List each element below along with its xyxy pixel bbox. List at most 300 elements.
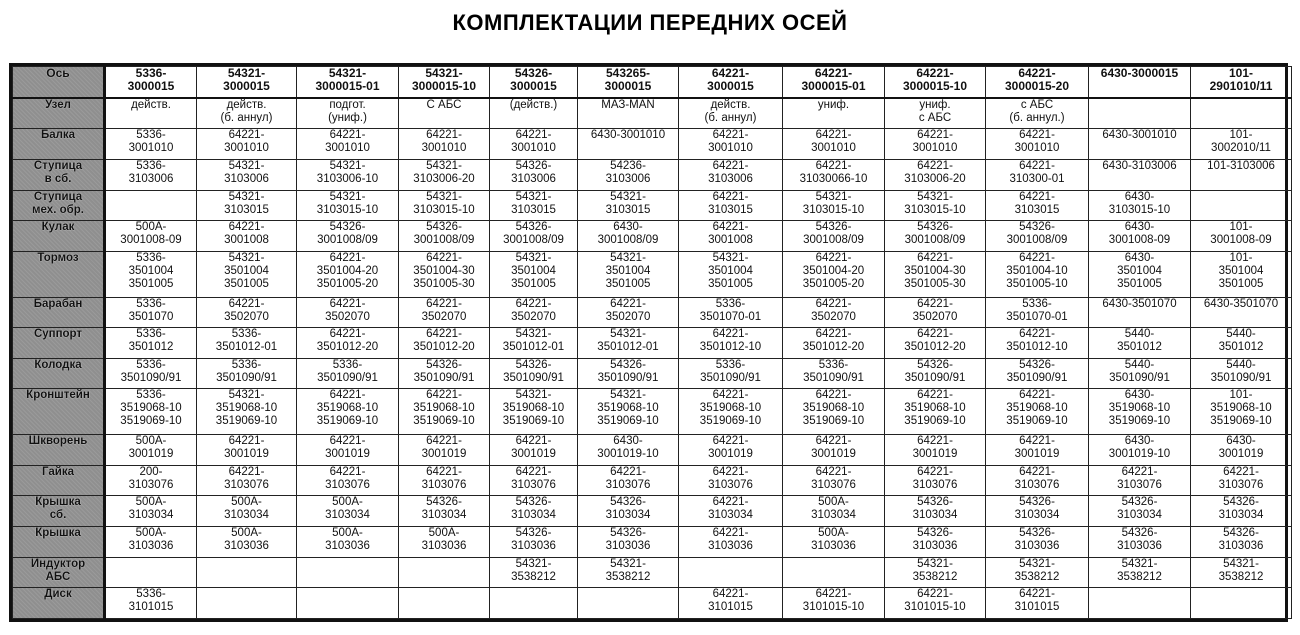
cell-line: 31030066-10 [799, 173, 868, 186]
table-cell [399, 297, 490, 328]
cell-line: 3501070 [128, 310, 174, 323]
cell-line: Тормоз [37, 252, 79, 265]
cell-line: 3538212 [511, 570, 556, 583]
cell-line: 3501090/91 [803, 371, 864, 384]
cell-line: 101-3103006 [1207, 160, 1275, 173]
table-cell [297, 358, 399, 389]
cell-line: 3103015 [605, 203, 651, 216]
table-cell [986, 496, 1089, 527]
table-cell [578, 496, 679, 527]
cell-line: 3502070 [224, 310, 269, 323]
cell-line: 3519068-10 [120, 402, 182, 415]
table-cell [783, 252, 885, 297]
cell-line: 5336- [1022, 297, 1052, 310]
cell-line: 500А- [231, 496, 262, 509]
cell-line: 3001010 [325, 142, 370, 155]
cell-line: 3103006 [708, 173, 753, 186]
cell-line: 3001010 [421, 142, 467, 155]
table-cell [105, 98, 197, 129]
table-cell [783, 434, 885, 465]
table-row [13, 297, 1292, 328]
cell-line: Барабан [33, 297, 83, 310]
table-cell [105, 557, 197, 588]
cell-line: 3103006 [128, 173, 174, 186]
table-cell [578, 328, 679, 359]
table-cell [986, 434, 1089, 465]
column-header [1191, 67, 1292, 98]
cell-line: 3103006-20 [413, 173, 475, 186]
cell-line: 64221- [329, 465, 366, 478]
cell-line: 54326- [917, 358, 953, 371]
table-cell [783, 358, 885, 389]
table-cell [578, 588, 679, 619]
cell-line: 6430- [1124, 190, 1155, 203]
column-header [105, 67, 197, 98]
cell-line: 54326- [426, 358, 462, 371]
cell-line: 64221- [610, 297, 646, 310]
cell-line: 64221- [515, 297, 552, 310]
table-cell [399, 526, 490, 557]
cell-line: мех. обр. [32, 203, 84, 216]
cell-line: 64221- [1121, 465, 1158, 478]
cell-line: 101- [1228, 66, 1254, 80]
table-cell [1191, 526, 1292, 557]
cell-line: 6430- [1124, 221, 1155, 234]
cell-line: 3103015 [224, 203, 269, 216]
cell-line: 3502070 [511, 310, 556, 323]
cell-line: 3103006-20 [904, 173, 966, 186]
table-cell [1089, 434, 1191, 465]
cell-line: 3501005 [128, 278, 174, 291]
cell-line: 3501004 [708, 265, 753, 278]
table-row [13, 98, 1292, 129]
cell-line: 3501070-01 [699, 310, 762, 323]
cell-line: 3519068-10 [699, 402, 762, 415]
table-cell [399, 160, 490, 191]
cell-line: 3103034 [511, 509, 556, 522]
cell-line: Кулак [41, 221, 75, 234]
table-cell [783, 526, 885, 557]
table-cell [578, 526, 679, 557]
cell-line: 64221- [917, 297, 953, 310]
table-cell [1089, 98, 1191, 129]
cell-line: 3103006 [224, 173, 269, 186]
column-header [783, 67, 885, 98]
front-axles-table [12, 66, 1292, 619]
table-cell [197, 190, 297, 221]
table-cell [297, 252, 399, 297]
table-cell [885, 297, 986, 328]
table-cell [986, 389, 1089, 434]
table-cell [197, 221, 297, 252]
cell-line: (униф.) [328, 111, 367, 124]
cell-line: 3103076 [325, 478, 370, 491]
cell-line: Кронштейн [26, 389, 90, 402]
cell-line: 3103015-10 [904, 203, 966, 216]
table-cell [490, 98, 578, 129]
cell-line: 101- [1229, 252, 1253, 265]
cell-line: Узел [45, 98, 71, 111]
table-cell [885, 557, 986, 588]
cell-line: униф. [919, 98, 951, 111]
cell-line: 64221- [815, 465, 852, 478]
cell-line: 3501012-10 [1006, 341, 1068, 354]
cell-line: 3001008/09 [317, 234, 378, 247]
table-cell [986, 328, 1089, 359]
cell-line: 64221- [712, 221, 749, 234]
cell-line: 3519068-10 [1108, 402, 1171, 415]
table-row [13, 160, 1292, 191]
cell-line: 3501005-10 [1006, 278, 1068, 291]
cell-line: 54326- [917, 526, 953, 539]
cell-line: 3501012-01 [597, 341, 659, 354]
cell-line: 64221- [426, 297, 462, 310]
cell-line: Гайка [42, 465, 74, 478]
table-cell [490, 588, 578, 619]
table-cell [197, 496, 297, 527]
cell-line: 6430- [1124, 434, 1155, 447]
table-cell [105, 496, 197, 527]
table-cell [105, 129, 197, 160]
table-row [13, 588, 1292, 619]
table-cell [490, 129, 578, 160]
cell-line: 3103076 [708, 478, 753, 491]
cell-line: 3103036 [421, 539, 467, 552]
cell-line: 5336- [136, 389, 166, 402]
cell-line: 3519068-10 [1210, 402, 1272, 415]
cell-line: 64221- [426, 252, 462, 265]
cell-line: 54321- [228, 389, 265, 402]
cell-line: 64221- [329, 297, 366, 310]
cell-line: 54326- [610, 358, 646, 371]
cell-line: 54326- [514, 66, 553, 80]
cell-line: 3001008 [224, 234, 269, 247]
cell-line: 3502070 [811, 310, 856, 323]
table-cell [1089, 129, 1191, 160]
cell-line: 54321- [228, 160, 265, 173]
cell-line: 64221- [1019, 160, 1055, 173]
cell-line: 3001010 [128, 142, 174, 155]
cell-line: 3001019 [1014, 447, 1060, 460]
cell-line: 3501005 [511, 278, 556, 291]
table-cell [490, 496, 578, 527]
cell-line: с АБС [918, 111, 952, 124]
cell-line: 64221- [815, 434, 852, 447]
cell-line: 54321- [228, 252, 265, 265]
cell-line: 3501005 [1218, 278, 1264, 291]
cell-line: 64221- [917, 129, 953, 142]
table-cell [783, 297, 885, 328]
table-cell [297, 434, 399, 465]
cell-line: 54321- [1019, 557, 1055, 570]
cell-line: 101- [1229, 221, 1253, 234]
cell-line: 64221- [815, 160, 852, 173]
cell-line: 64221- [228, 434, 265, 447]
cell-line: 3501005-20 [802, 278, 865, 291]
cell-line: 64221- [515, 465, 552, 478]
cell-line: 3501005 [1117, 278, 1162, 291]
table-cell [490, 252, 578, 297]
cell-line: 64221- [329, 328, 366, 341]
cell-line: 3501004-10 [1006, 265, 1068, 278]
cell-line: 3103076 [605, 478, 651, 491]
cell-line: 3519069-10 [1006, 415, 1068, 428]
cell-line: Ступица [33, 190, 83, 203]
table-cell [578, 434, 679, 465]
cell-line: 500А- [135, 526, 167, 539]
cell-line: 5440- [1124, 358, 1155, 371]
cell-line: 6430-3501070 [1102, 297, 1177, 310]
row-header [13, 358, 105, 389]
table-cell [197, 252, 297, 297]
cell-line: 3103076 [421, 478, 467, 491]
column-header [578, 67, 679, 98]
table-cell [1089, 297, 1191, 328]
cell-line: 54326- [329, 221, 366, 234]
cell-line: 3001008/09 [904, 234, 966, 247]
cell-line: 64221- [917, 389, 953, 402]
cell-line: 3519068-10 [1006, 402, 1068, 415]
table-cell [399, 252, 490, 297]
cell-line: 500А- [135, 221, 167, 234]
cell-line: 64221- [916, 66, 954, 80]
table-cell [578, 358, 679, 389]
table-cell [399, 588, 490, 619]
table-cell [783, 221, 885, 252]
table-cell [1191, 434, 1292, 465]
cell-line: 3519069-10 [802, 415, 865, 428]
table-cell [1191, 98, 1292, 129]
cell-line: сб. [49, 509, 67, 522]
table-cell [1191, 358, 1292, 389]
cell-line: 3103034 [421, 509, 467, 522]
row-header [13, 160, 105, 191]
table-row [13, 221, 1292, 252]
cell-line: 54321- [515, 190, 552, 203]
cell-line: 5336- [136, 328, 166, 341]
table-cell [297, 98, 399, 129]
cell-line: 3001010 [912, 142, 958, 155]
cell-line: 6430-3501070 [1203, 297, 1279, 310]
table-cell [783, 328, 885, 359]
cell-line: 3501004-30 [413, 265, 475, 278]
cell-line: 3501005 [708, 278, 753, 291]
cell-line: 54321- [917, 557, 953, 570]
cell-line: 3103076 [912, 478, 958, 491]
table-cell [578, 252, 679, 297]
cell-line: (действ.) [509, 98, 558, 111]
cell-line: действ. [131, 98, 171, 111]
cell-line: 3001008/09 [597, 234, 659, 247]
cell-line: 64221- [712, 190, 749, 203]
cell-line: 3001010 [708, 142, 753, 155]
table-cell [679, 328, 783, 359]
cell-line: действ. [226, 98, 267, 111]
cell-line: 64221- [917, 465, 953, 478]
cell-line: 3103015 [708, 203, 753, 216]
cell-line: 64221- [1019, 389, 1055, 402]
cell-line: 3538212 [605, 570, 651, 583]
cell-line: 54326- [515, 526, 552, 539]
cell-line: 3103034 [912, 509, 958, 522]
cell-line: 3501012 [128, 341, 174, 354]
cell-line: АБС [45, 570, 71, 583]
cell-line: 5336- [332, 358, 363, 371]
cell-line: 3001019 [912, 447, 958, 460]
cell-line: 64221- [426, 434, 462, 447]
cell-line: 3502070 [421, 310, 467, 323]
cell-line: 3103034 [811, 509, 856, 522]
cell-line: 3103036 [1117, 539, 1162, 552]
table-cell [490, 221, 578, 252]
cell-line: 54321- [228, 190, 265, 203]
table-row [13, 496, 1292, 527]
table-cell [1191, 221, 1292, 252]
table-cell [783, 496, 885, 527]
front-axles-table-frame [9, 63, 1288, 622]
cell-line: 64221- [228, 297, 265, 310]
cell-line: 54321- [917, 190, 953, 203]
table-cell [197, 129, 297, 160]
cell-line: 3001010 [224, 142, 269, 155]
cell-line: 5440- [1124, 328, 1155, 341]
cell-line: 3103076 [1117, 478, 1162, 491]
cell-line: 3001019 [708, 447, 753, 460]
table-cell [297, 526, 399, 557]
table-cell [885, 129, 986, 160]
cell-line: 54326- [1121, 496, 1158, 509]
cell-line: 3519068-10 [413, 402, 475, 415]
cell-line: 3001019 [325, 447, 370, 460]
cell-line: 3501004-30 [904, 265, 966, 278]
cell-line: 3103076 [128, 478, 174, 491]
cell-line: 54326- [1019, 496, 1055, 509]
table-cell [986, 297, 1089, 328]
cell-line: 64221- [329, 129, 366, 142]
cell-line: Суппорт [33, 328, 83, 341]
table-cell [105, 588, 197, 619]
cell-line: 5336- [136, 358, 166, 371]
cell-line: 54321- [329, 190, 366, 203]
table-cell [679, 557, 783, 588]
cell-line: 64221- [815, 252, 852, 265]
table-cell [297, 129, 399, 160]
cell-line: 54321- [515, 389, 552, 402]
table-cell [297, 588, 399, 619]
table-cell [399, 98, 490, 129]
cell-line: 3103076 [1014, 478, 1060, 491]
cell-line: 3101015-10 [904, 601, 966, 614]
cell-line: 101- [1229, 389, 1253, 402]
cell-line: 64221- [1019, 465, 1055, 478]
cell-line: 3103036 [325, 539, 370, 552]
cell-line: 3103034 [605, 509, 651, 522]
column-header [1089, 67, 1191, 98]
table-cell [105, 328, 197, 359]
row-header [13, 297, 105, 328]
cell-line: 64221- [712, 465, 749, 478]
cell-line: 6430-3001010 [1102, 129, 1177, 142]
row-header [13, 221, 105, 252]
cell-line: 3001010 [811, 142, 856, 155]
table-cell [679, 221, 783, 252]
cell-line: 3001019 [511, 447, 556, 460]
cell-line: 3103036 [811, 539, 856, 552]
table-cell [1089, 190, 1191, 221]
cell-line: 500А- [231, 526, 262, 539]
cell-line: 3001008-09 [1210, 234, 1272, 247]
cell-line: 54326- [515, 221, 552, 234]
table-cell [679, 160, 783, 191]
cell-line: 3501090/91 [904, 371, 966, 384]
cell-line: 3103076 [811, 478, 856, 491]
table-cell [885, 588, 986, 619]
table-cell [105, 221, 197, 252]
cell-line: 64221- [1019, 328, 1055, 341]
cell-line: 3103015 [1014, 203, 1060, 216]
row-header [13, 526, 105, 557]
cell-line: 3502070 [325, 310, 370, 323]
cell-line: в сб. [44, 173, 72, 186]
table-cell [1089, 526, 1191, 557]
table-row [13, 389, 1292, 434]
table-cell [399, 358, 490, 389]
cell-line: 5336- [136, 252, 166, 265]
cell-line: 3501004-20 [802, 265, 865, 278]
cell-line: 64221- [426, 389, 462, 402]
cell-line: 64221- [329, 389, 366, 402]
table-cell [399, 557, 490, 588]
cell-line: 3103006-10 [316, 173, 379, 186]
table-cell [490, 358, 578, 389]
cell-line: 54326- [1019, 358, 1055, 371]
table-cell [885, 328, 986, 359]
cell-line: 54321- [515, 328, 552, 341]
cell-line: 64221- [815, 389, 852, 402]
table-cell [297, 221, 399, 252]
table-cell [490, 389, 578, 434]
cell-line: 64221- [610, 465, 646, 478]
cell-line: 64221- [426, 465, 462, 478]
column-header [490, 67, 578, 98]
cell-line: 54326- [426, 496, 462, 509]
cell-line: 3001008/09 [1006, 234, 1068, 247]
cell-line: 3000015 [510, 79, 557, 93]
table-cell [986, 252, 1089, 297]
table-cell [1191, 496, 1292, 527]
cell-line: 3001008-09 [120, 234, 182, 247]
cell-line: 64221- [1018, 66, 1056, 80]
cell-line: 3501012-20 [413, 341, 475, 354]
table-cell [197, 160, 297, 191]
cell-line: Индуктор [30, 557, 86, 570]
row-header [13, 252, 105, 297]
cell-line: 54326- [1223, 526, 1259, 539]
table-cell [578, 190, 679, 221]
table-cell [986, 190, 1089, 221]
table-cell [679, 526, 783, 557]
table-cell [1089, 465, 1191, 496]
cell-line: 6430- [1226, 434, 1256, 447]
table-cell [885, 358, 986, 389]
cell-line: С АБС [426, 98, 462, 111]
cell-line: 64221- [712, 389, 749, 402]
cell-line: 500А- [332, 526, 363, 539]
table-cell [399, 221, 490, 252]
cell-line: 3000015-10 [902, 79, 968, 93]
cell-line: 3519069-10 [316, 415, 379, 428]
row-header [13, 98, 105, 129]
